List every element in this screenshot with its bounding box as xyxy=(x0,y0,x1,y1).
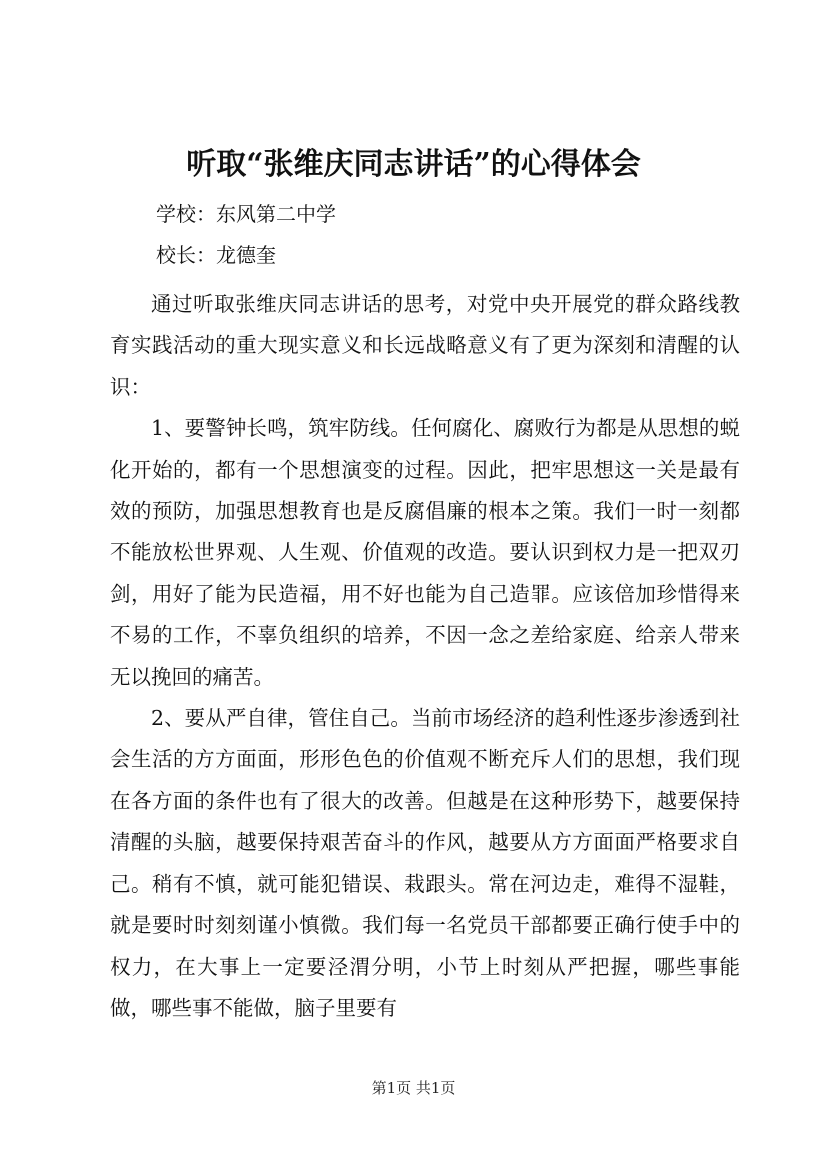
paragraph-point-1: 1、要警钟长鸣，筑牢防线。任何腐化、腐败行为都是从思想的蜕化开始的，都有一个思想演变的过程。因此，把牢思想这一关是最有效的预防，加强思想教育也是反腐倡廉的根本之策。我们一时一刻都不能放松世界观、人生观、价值观的改造。要认识到权力是一把双刃剑，用好了能为民造福，用不好也能为自己造罪。应该倍加珍惜得来不易的工作，不辜负组织的培养，不因一念之差给家庭、给亲人带来无以挽回的痛苦。 xyxy=(110,416,740,689)
document-title: 听取“张维庆同志讲话”的心得体会 xyxy=(186,147,641,182)
document-body xyxy=(110,284,740,1029)
school-line: 学校：东风第二中学 xyxy=(156,202,336,226)
page-number-footer: 第1页 共1页 xyxy=(371,1079,456,1097)
paragraph-intro: 通过听取张维庆同志讲话的思考，对党中央开展党的群众路线教育实践活动的重大现实意义和长远战略意义有了更为深刻和清醒的认识： xyxy=(110,292,740,399)
principal-line: 校长：龙德奎 xyxy=(156,243,276,267)
paragraph-point-2: 2、要从严自律，管住自己。当前市场经济的趋利性逐步渗透到社会生活的方方面面，形形色色的价值观不断充斥人们的思想，我们现在各方面的条件也有了很大的改善。但越是在这种形势下，越要保持清醒的头脑，越要保持艰苦奋斗的作风，越要从方方面面严格要求自己。稍有不慎，就可能犯错误、栽跟头。常在河边走，难得不湿鞋，就是要时时刻刻谨小慎微。我们每一名党员干部都要正确行使手中的权力，在大事上一定要泾渭分明，小节上时刻从严把握，哪些事能做，哪些事不能做，脑子里要有 xyxy=(110,706,740,1020)
